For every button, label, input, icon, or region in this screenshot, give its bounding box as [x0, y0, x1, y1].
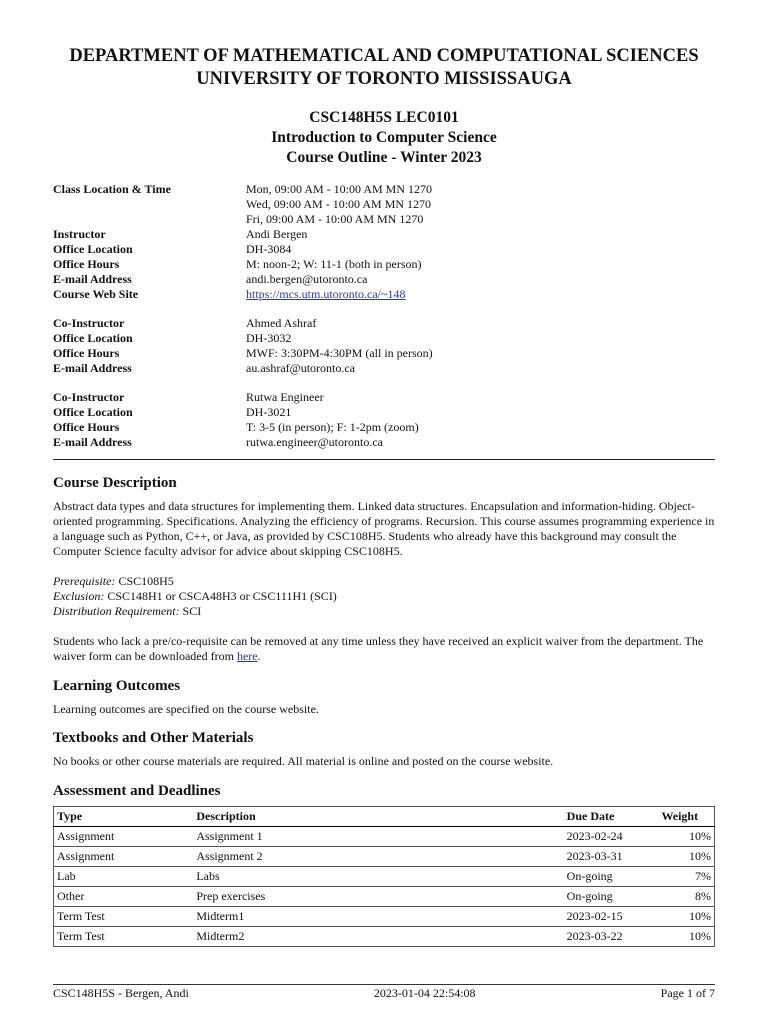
office-location-label: Office Location	[53, 331, 133, 345]
cell-type: Term Test	[54, 907, 194, 927]
cell-description: Labs	[193, 867, 563, 887]
assessment-heading: Assessment and Deadlines	[53, 783, 221, 799]
email-label: E-mail Address	[53, 361, 132, 375]
office-location-label: Office Location	[53, 242, 133, 256]
page-footer	[53, 986, 715, 1001]
table-row	[54, 887, 715, 907]
cell-type: Term Test	[54, 927, 194, 947]
coinstructor2-email: rutwa.engineer@utoronto.ca	[246, 435, 383, 449]
distribution-label: Distribution Requirement:	[53, 604, 180, 618]
dept-line-2: UNIVERSITY OF TORONTO MISSISSAUGA	[196, 69, 572, 89]
course-code: CSC148H5S LEC0101	[309, 109, 459, 126]
course-website-link[interactable]: https://mcs.utm.utoronto.ca/~148	[246, 287, 406, 301]
class-time-3: Fri, 09:00 AM - 10:00 AM MN 1270	[246, 212, 424, 226]
section-divider	[53, 459, 715, 460]
column-header-weight: Weight	[646, 807, 715, 827]
cell-description: Prep exercises	[193, 887, 563, 907]
cell-due-date: 2023-02-15	[564, 907, 646, 927]
office-hours-label: Office Hours	[53, 420, 120, 434]
prerequisite-label: Prerequisite:	[53, 574, 116, 588]
learning-outcomes-section	[53, 677, 715, 717]
instructor-office: DH-3084	[246, 242, 292, 256]
course-description-heading: Course Description	[53, 475, 177, 491]
cell-description: Midterm2	[193, 927, 563, 947]
coinstructor1-office: DH-3032	[246, 331, 292, 345]
office-location-label: Office Location	[53, 405, 133, 419]
cell-type: Lab	[54, 867, 194, 887]
cell-type: Assignment	[54, 827, 194, 847]
column-header-type: Type	[54, 807, 194, 827]
instructor-email: andi.bergen@utoronto.ca	[246, 272, 368, 286]
cell-weight: 10%	[646, 847, 715, 867]
coinstructor1-name: Ahmed Ashraf	[246, 316, 317, 330]
cell-due-date: 2023-03-22	[564, 927, 646, 947]
cell-due-date: On-going	[564, 887, 646, 907]
cell-type: Other	[54, 887, 194, 907]
dept-line-1: DEPARTMENT OF MATHEMATICAL AND COMPUTATIONAL SCIENCES	[69, 46, 699, 66]
coinstructor2-office: DH-3021	[246, 405, 292, 419]
table-row	[54, 867, 715, 887]
instructor-label: Instructor	[53, 227, 106, 241]
cell-due-date: On-going	[564, 867, 646, 887]
class-time-2: Wed, 09:00 AM - 10:00 AM MN 1270	[246, 197, 432, 211]
email-label: E-mail Address	[53, 272, 132, 286]
cell-description: Midterm1	[193, 907, 563, 927]
instructor-hours: M: noon-2; W: 11-1 (both in person)	[246, 257, 422, 271]
cell-description: Assignment 1	[193, 827, 563, 847]
textbooks-heading: Textbooks and Other Materials	[53, 730, 254, 746]
course-title: Introduction to Computer Science	[271, 129, 497, 146]
assessment-table	[53, 806, 715, 947]
cell-weight: 10%	[646, 827, 715, 847]
office-hours-label: Office Hours	[53, 346, 120, 360]
course-description-body: Abstract data types and data structures for implementing them. Linked data structures. Encapsulation and information-hiding. Object-oriented programming. Specifications. Analyzing the efficiency of programs. Recursion. This course assumes programming experience in a language such as Python, C++, or Java, as provided by CSC108H5. Students who already have this background may consult the Computer Science faculty advisor for advice about skipping CSC108H5.	[53, 499, 715, 558]
coinstructor-label: Co-Instructor	[53, 390, 125, 404]
waiver-form-link[interactable]: here	[236, 649, 258, 663]
cell-type: Assignment	[54, 847, 194, 867]
coinstructor2-name: Rutwa Engineer	[246, 390, 324, 404]
cell-weight: 10%	[646, 907, 715, 927]
coinstructor-label: Co-Instructor	[53, 316, 125, 330]
class-location-label: Class Location & Time	[53, 182, 171, 196]
course-info	[53, 182, 433, 450]
class-time-1: Mon, 09:00 AM - 10:00 AM MN 1270	[246, 182, 433, 196]
cell-due-date: 2023-02-24	[564, 827, 646, 847]
exclusion-value: CSC148H1 or CSCA48H3 or CSC111H1 (SCI)	[107, 589, 337, 603]
course-description-section	[53, 474, 715, 664]
department-header	[0, 45, 768, 91]
cell-description: Assignment 2	[193, 847, 563, 867]
prerequisite-value: CSC108H5	[118, 574, 174, 588]
column-header-due-date: Due Date	[564, 807, 646, 827]
table-row	[54, 907, 715, 927]
textbooks-section	[53, 729, 715, 769]
coinstructor1-email: au.ashraf@utoronto.ca	[246, 361, 356, 375]
course-header	[0, 108, 768, 168]
table-row	[54, 927, 715, 947]
footer-divider	[53, 984, 715, 985]
distribution-value: SCI	[182, 604, 202, 618]
exclusion-label: Exclusion:	[53, 589, 105, 603]
cell-weight: 7%	[646, 867, 715, 887]
cell-due-date: 2023-03-31	[564, 847, 646, 867]
coinstructor2-hours: T: 3-5 (in person); F: 1-2pm (zoom)	[246, 420, 419, 434]
outline-title: Course Outline - Winter 2023	[286, 149, 482, 166]
textbooks-body: No books or other course materials are required. All material is online and posted on the course website.	[53, 754, 554, 768]
web-site-label: Course Web Site	[53, 287, 139, 301]
table-row	[54, 847, 715, 867]
footer-timestamp: 2023-01-04 22:54:08	[373, 986, 476, 1000]
table-row	[54, 827, 715, 847]
instructor-name: Andi Bergen	[246, 227, 308, 241]
assessment-section	[53, 782, 715, 807]
learning-outcomes-body: Learning outcomes are specified on the course website.	[53, 702, 319, 716]
footer-page-number: Page 1 of 7	[660, 986, 715, 1000]
email-label: E-mail Address	[53, 435, 132, 449]
learning-outcomes-heading: Learning Outcomes	[53, 678, 181, 694]
waiver-paragraph	[53, 634, 715, 664]
table-header-row	[54, 807, 715, 827]
waiver-text: Students who lack a pre/co-requisite can be removed at any time unless they have received an explicit waiver from the department. The waiver form can be downloaded from	[53, 634, 704, 663]
waiver-end: .	[257, 649, 261, 663]
column-header-description: Description	[193, 807, 563, 827]
cell-weight: 8%	[646, 887, 715, 907]
office-hours-label: Office Hours	[53, 257, 120, 271]
footer-course-author: CSC148H5S - Bergen, Andi	[53, 986, 189, 1000]
coinstructor1-hours: MWF: 3:30PM-4:30PM (all in person)	[246, 346, 433, 360]
cell-weight: 10%	[646, 927, 715, 947]
